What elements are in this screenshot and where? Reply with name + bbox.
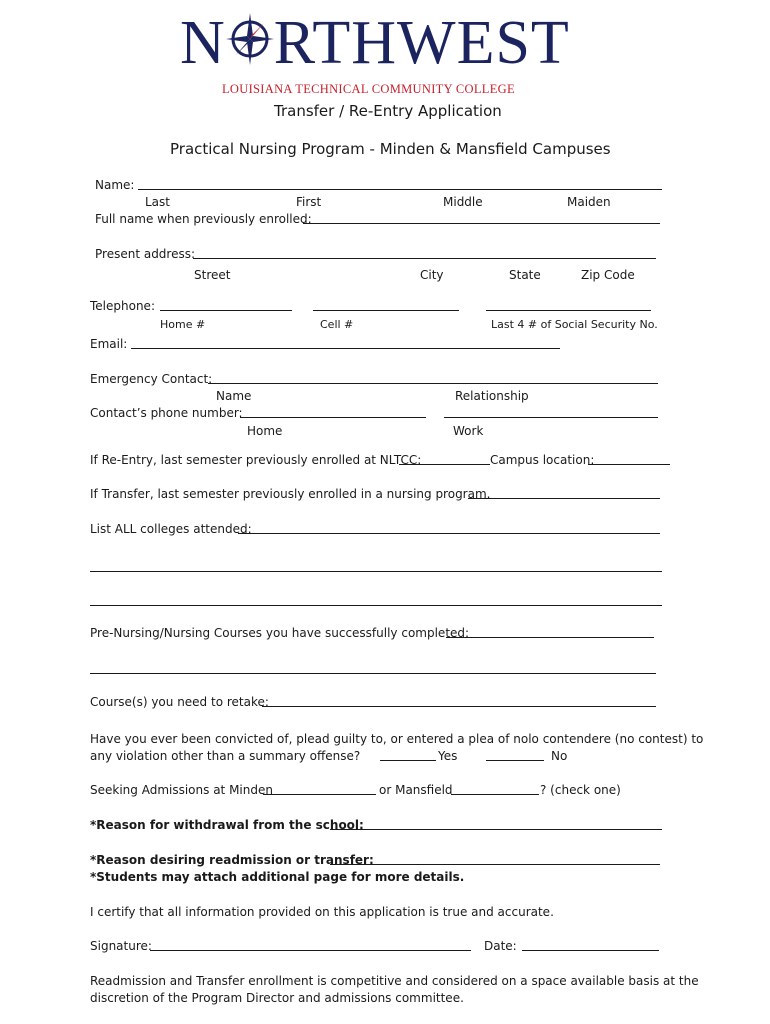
conviction-yes-field[interactable]	[380, 749, 436, 761]
retake-label: Course(s) you need to retake:	[90, 695, 269, 709]
logo-wordmark	[180, 10, 570, 76]
name-first-caption: First	[296, 195, 322, 209]
ssn-caption: Last 4 # of Social Security No.	[491, 318, 658, 331]
address-street-caption: Street	[194, 268, 231, 282]
cell-phone-caption: Cell #	[320, 318, 354, 331]
address-state-caption: State	[509, 268, 541, 282]
fullname-label: Full name when previously enrolled:	[95, 212, 312, 226]
emergency-relationship-caption: Relationship	[455, 389, 529, 403]
readmission-reason-label: *Reason desiring readmission or transfer:	[90, 853, 374, 867]
date-label: Date:	[484, 939, 517, 953]
reentry-semester-field[interactable]	[399, 453, 490, 465]
email-field[interactable]	[131, 337, 560, 349]
signature-field[interactable]	[150, 939, 471, 951]
mansfield-check-field[interactable]	[451, 783, 539, 795]
mansfield-label: or Mansfield	[379, 783, 453, 797]
address-label: Present address:	[95, 247, 196, 261]
fullname-field[interactable]	[303, 212, 660, 224]
seeking-minden-label: Seeking Admissions at Minden	[90, 783, 273, 797]
signature-label: Signature:	[90, 939, 152, 953]
emergency-contact-label: Emergency Contact:	[90, 372, 213, 386]
home-phone-field[interactable]	[160, 299, 292, 311]
email-label: Email:	[90, 337, 128, 351]
name-maiden-caption: Maiden	[567, 195, 611, 209]
address-zip-caption: Zip Code	[581, 268, 635, 282]
certify-statement: I certify that all information provided on this application is true and accurate.	[90, 905, 554, 919]
emergency-name-caption: Name	[216, 389, 252, 403]
form-title: Transfer / Re-Entry Application	[274, 102, 502, 120]
colleges-field-1[interactable]	[238, 522, 660, 534]
contact-work-phone-field[interactable]	[444, 406, 658, 418]
date-field[interactable]	[522, 939, 659, 951]
check-one-label: ? (check one)	[540, 783, 621, 797]
retake-field[interactable]	[262, 695, 656, 707]
campus-location-label: Campus location:	[490, 453, 595, 467]
cell-phone-field[interactable]	[313, 299, 459, 311]
colleges-field-3[interactable]	[90, 594, 662, 606]
transfer-semester-field[interactable]	[468, 487, 660, 499]
footer-note-line2: discretion of the Program Director and admissions committee.	[90, 991, 464, 1005]
colleges-field-2[interactable]	[90, 560, 662, 572]
courses-completed-field-1[interactable]	[446, 626, 654, 638]
address-field[interactable]	[193, 247, 656, 259]
conviction-question-line2: any violation other than a summary offense?	[90, 749, 361, 763]
college-name: LOUISIANA TECHNICAL COMMUNITY COLLEGE	[222, 82, 515, 96]
name-middle-caption: Middle	[443, 195, 483, 209]
home-phone-caption: Home #	[160, 318, 206, 331]
withdrawal-reason-field[interactable]	[330, 818, 662, 830]
emergency-contact-field[interactable]	[208, 372, 658, 384]
attach-note: *Students may attach additional page for more details.	[90, 870, 465, 884]
form-subtitle: Practical Nursing Program - Minden & Mansfield Campuses	[170, 140, 611, 158]
name-field[interactable]	[138, 178, 662, 190]
conviction-no-field[interactable]	[486, 749, 544, 761]
contact-home-caption: Home	[247, 424, 283, 438]
footer-note-line1: Readmission and Transfer enrollment is competitive and considered on a space available basis at the	[90, 974, 699, 988]
courses-completed-field-2[interactable]	[90, 662, 656, 674]
name-last-caption: Last	[145, 195, 170, 209]
contact-home-phone-field[interactable]	[240, 406, 426, 418]
compass-rose-icon	[226, 15, 274, 65]
withdrawal-reason-label: *Reason for withdrawal from the school:	[90, 818, 364, 832]
campus-location-field[interactable]	[588, 453, 670, 465]
colleges-label: List ALL colleges attended:	[90, 522, 252, 536]
conviction-question-line1: Have you ever been convicted of, plead guilty to, or entered a plea of nolo contendere (no contest) to	[90, 732, 704, 746]
name-label: Name:	[95, 178, 135, 192]
address-city-caption: City	[420, 268, 444, 282]
contact-work-caption: Work	[453, 424, 484, 438]
telephone-label: Telephone:	[90, 299, 155, 313]
ssn-field[interactable]	[486, 299, 651, 311]
reentry-label: If Re-Entry, last semester previously enrolled at NLTCC:	[90, 453, 422, 467]
transfer-label: If Transfer, last semester previously enrolled in a nursing program.	[90, 487, 491, 501]
logo-letters-rthwest: RTHWEST	[273, 9, 570, 77]
conviction-yes-label: Yes	[438, 749, 458, 763]
courses-completed-label: Pre-Nursing/Nursing Courses you have successfully completed:	[90, 626, 470, 640]
logo-letter-n: N	[180, 9, 226, 77]
contact-phone-label: Contact’s phone number:	[90, 406, 243, 420]
readmission-reason-field[interactable]	[330, 853, 660, 865]
conviction-no-label: No	[551, 749, 568, 763]
minden-check-field[interactable]	[263, 783, 376, 795]
